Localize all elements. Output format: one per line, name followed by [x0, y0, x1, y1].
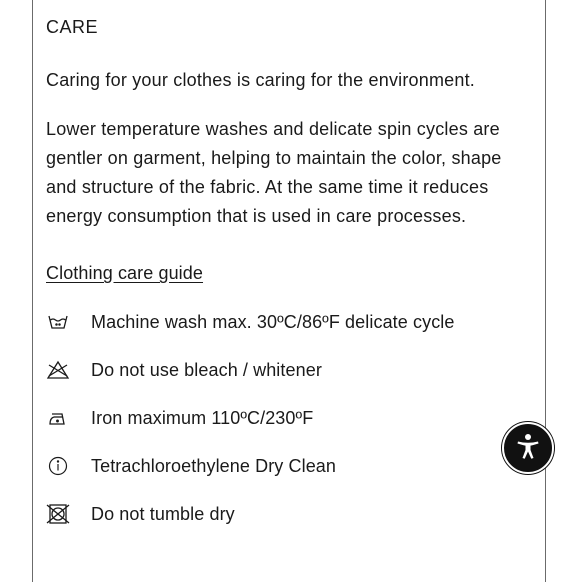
care-item-no-tumble-dry: [46, 501, 235, 527]
clothing-care-guide-link[interactable]: Clothing care guide: [46, 263, 204, 283]
iron-low-icon: [46, 406, 70, 430]
machine-wash-30-icon: [46, 310, 70, 334]
care-item-text: Do not use bleach / whitener: [91, 359, 322, 380]
care-item-text: Iron maximum 110ºC/230ºF: [91, 407, 314, 428]
care-item-dry-clean: [46, 453, 337, 479]
accessibility-button[interactable]: [502, 422, 554, 474]
dry-clean-p-icon: [46, 454, 70, 478]
care-panel: [32, 0, 546, 582]
care-item-iron: [46, 405, 314, 431]
care-item-no-bleach: [46, 357, 322, 383]
care-item-text: Do not tumble dry: [91, 503, 235, 524]
care-heading: CARE: [46, 17, 99, 37]
care-item-text: Tetrachloroethylene Dry Clean: [91, 455, 337, 476]
care-item-text: Machine wash max. 30ºC/86ºF delicate cycle: [91, 311, 455, 332]
care-item-machine-wash: [46, 309, 455, 335]
care-description: Lower temperature washes and delicate spin cycles are gentler on garment, helping to maintain the color, shape and structure of the fabric. At the same time it reduces energy consumption that is used in care processes.: [46, 119, 502, 226]
no-tumble-dry-icon: [46, 502, 70, 526]
care-intro: Caring for your clothes is caring for the environment.: [46, 70, 475, 90]
accessibility-person-icon: [513, 431, 543, 466]
no-bleach-icon: [46, 358, 70, 382]
